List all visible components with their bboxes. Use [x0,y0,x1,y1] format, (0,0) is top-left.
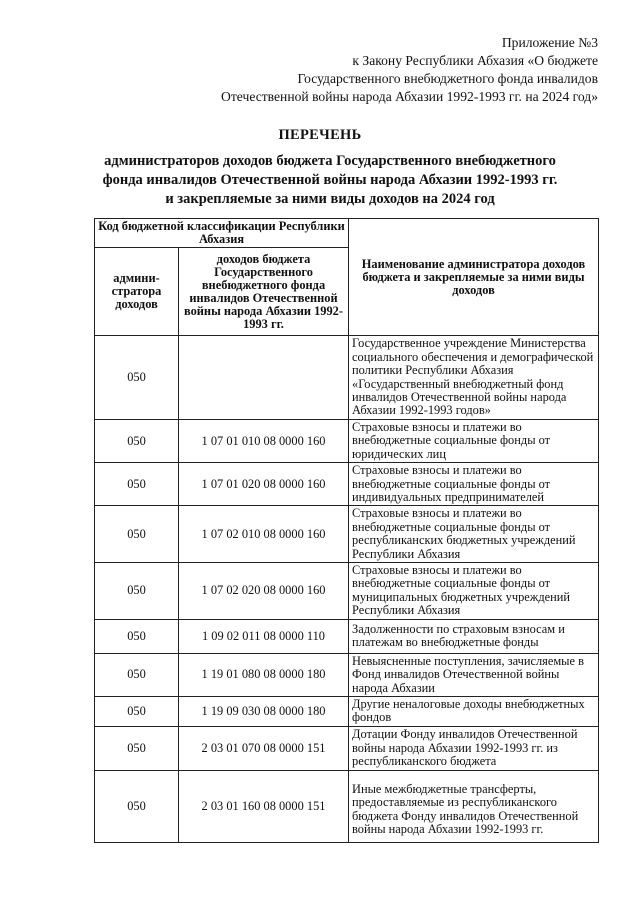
revenue-name-cell: Страховые взносы и платежи во внебюджетные социальные фонды от республиканских бюджетных учреждений Республики Абхазия [349,506,599,563]
table-row [95,653,599,696]
subtitle-line: администраторов доходов бюджета Государственного внебюджетного [104,153,556,169]
table-row [95,420,599,463]
administrator-code-cell: 050 [95,770,179,842]
administrator-code-cell: 050 [95,563,179,620]
revenue-name-cell: Страховые взносы и платежи во внебюджетные социальные фонды от юридических лиц [349,420,599,463]
header-administrator-code: админи-стратора доходов [95,248,179,336]
table-row [95,770,599,842]
administrator-code-cell: 050 [95,726,179,770]
income-code-cell: 1 19 09 030 08 0000 180 [179,696,349,726]
table-row [95,506,599,563]
table-row [95,726,599,770]
revenue-name-cell: Государственное учреждение Министерства социального обеспечения и демографической политики Республики Абхазия «Государственный внебюджетный фонд инвалидов Отечественной войны народа Абхазии 1992-1993 годов» [349,336,599,420]
income-code-cell: 2 03 01 070 08 0000 151 [179,726,349,770]
administrator-code-cell: 050 [95,463,179,506]
table-row [95,696,599,726]
administrator-code-cell: 050 [95,506,179,563]
revenue-name-cell: Другие неналоговые доходы внебюджетных фондов [349,696,599,726]
appendix-line: Приложение №3 [501,35,598,50]
income-code-cell: 2 03 01 160 08 0000 151 [179,770,349,842]
appendix-line: Отечественной войны народа Абхазии 1992-1993 гг. на 2024 год» [221,89,598,104]
table-row [95,619,599,653]
header-classification-code: Код бюджетной классификации Республики Абхазия [95,219,349,248]
subtitle-line: и закрепляемые за ними виды доходов на 2024 год [165,191,495,207]
revenue-administrators-table [94,218,599,843]
income-code-cell: 1 09 02 011 08 0000 110 [179,619,349,653]
administrator-code-cell: 050 [95,336,179,420]
income-code-cell: 1 07 02 020 08 0000 160 [179,563,349,620]
administrator-code-cell: 050 [95,420,179,463]
header-administrator-name: Наименование администратора доходов бюджета и закрепляемые за ними виды доходов [349,219,599,336]
document-title: ПЕРЕЧЕНЬ [278,127,362,143]
income-code-cell: 1 07 02 010 08 0000 160 [179,506,349,563]
administrator-code-cell: 050 [95,653,179,696]
revenue-name-cell: Задолженности по страховым взносам и платежам во внебюджетные фонды [349,619,599,653]
appendix-note [128,34,598,106]
subtitle-line: фонда инвалидов Отечественной войны народа Абхазии 1992-1993 гг. [102,172,558,188]
administrator-code-cell: 050 [95,696,179,726]
document-subtitle [60,152,600,209]
income-code-cell: 1 07 01 010 08 0000 160 [179,420,349,463]
revenue-name-cell: Невыясненные поступления, зачисляемые в Фонд инвалидов Отечественной войны народа Абхазии [349,653,599,696]
income-code-cell: 1 07 01 020 08 0000 160 [179,463,349,506]
revenue-name-cell: Иные межбюджетные трансферты, предоставляемые из республиканского бюджета Фонду инвалидов Отечественной войны народа Абхазии 1992-1993 гг. [349,770,599,842]
income-code-cell: 1 19 01 080 08 0000 180 [179,653,349,696]
income-code-cell [179,336,349,420]
table-row [95,563,599,620]
table-body [95,336,599,843]
table-row [95,463,599,506]
revenue-name-cell: Страховые взносы и платежи во внебюджетные социальные фонды от индивидуальных предпринимателей [349,463,599,506]
header-income-code: доходов бюджета Государственного внебюджетного фонда инвалидов Отечественной войны народа Абхазии 1992-1993 гг. [179,248,349,336]
revenue-name-cell: Страховые взносы и платежи во внебюджетные социальные фонды от муниципальных бюджетных учреждений Республики Абхазия [349,563,599,620]
administrator-code-cell: 050 [95,619,179,653]
revenue-name-cell: Дотации Фонду инвалидов Отечественной войны народа Абхазии 1992-1993 гг. из республиканского бюджета [349,726,599,770]
appendix-line: к Закону Республики Абхазия «О бюджете [352,53,598,68]
table-row [95,336,599,420]
appendix-line: Государственного внебюджетного фонда инвалидов [297,71,598,86]
